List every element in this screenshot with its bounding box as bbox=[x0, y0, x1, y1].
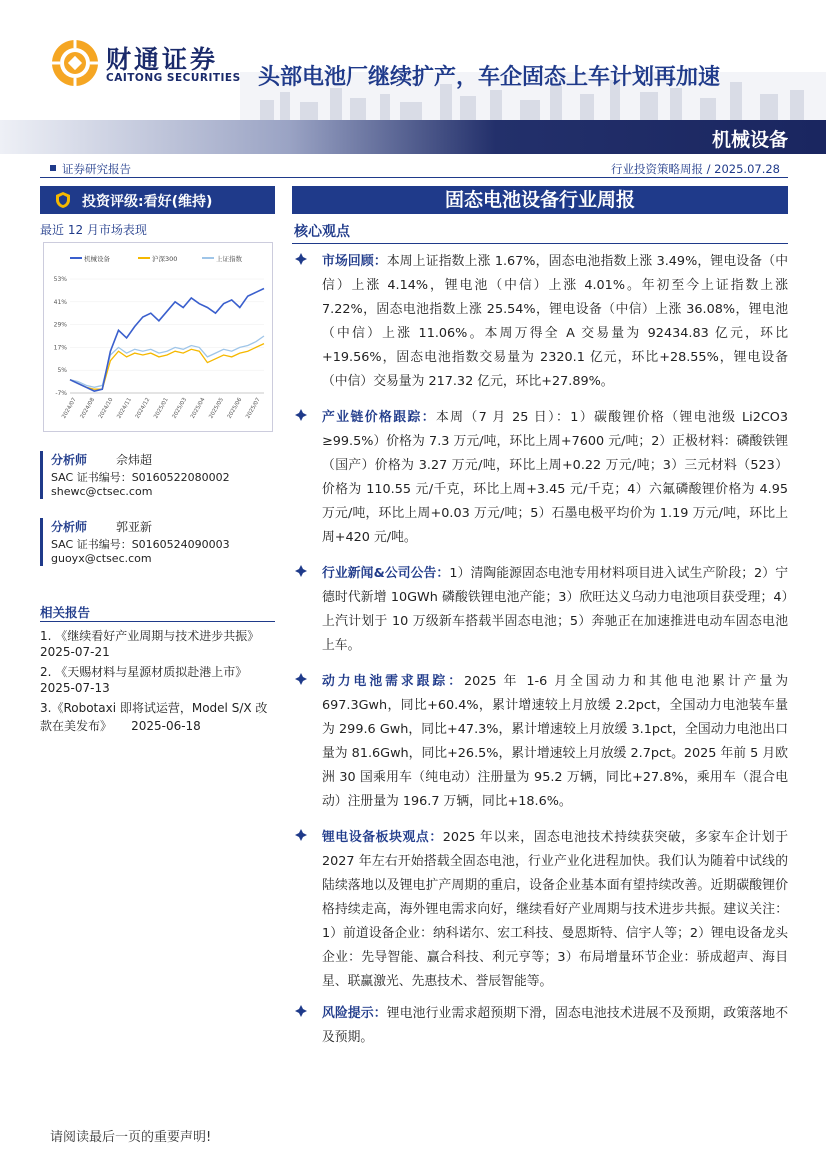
doc-type bbox=[50, 161, 131, 177]
performance-title: 最近 12 月市场表现 bbox=[40, 223, 147, 237]
diamond-bullet-icon bbox=[295, 829, 307, 841]
section-label: 产业链价格跟踪： bbox=[322, 410, 436, 425]
related-report-date: 2025-07-13 bbox=[40, 681, 110, 695]
brand-name-cn: 财通证券 bbox=[106, 45, 219, 74]
series-line bbox=[70, 344, 264, 390]
y-tick-label: -7% bbox=[55, 390, 67, 397]
analyst-cert: SAC 证书编号：S0160522080002 bbox=[51, 471, 230, 484]
x-tick-label: 2024/10 bbox=[97, 397, 115, 420]
diamond-bullet-icon bbox=[295, 1005, 307, 1017]
meta-row bbox=[40, 160, 788, 178]
section-label: 市场回顾： bbox=[322, 254, 387, 269]
square-bullet-icon bbox=[50, 165, 56, 171]
section-body bbox=[322, 826, 788, 994]
analyst-role: 分析师 bbox=[51, 520, 88, 534]
footer-disclaimer[interactable]: 请阅读最后一页的重要声明! bbox=[50, 1130, 212, 1145]
related-report-link[interactable]: 款在美发布》 2025-06-18 bbox=[40, 719, 201, 733]
core-views-title: 核心观点 bbox=[294, 224, 350, 240]
related-reports-rule bbox=[40, 621, 275, 622]
section-label: 锂电设备板块观点： bbox=[322, 830, 443, 845]
rating-text: 投资评级:看好(维持) bbox=[82, 194, 213, 210]
legend-label: 沪深300 bbox=[152, 255, 178, 263]
legend-label: 机械设备 bbox=[84, 255, 110, 263]
section-text: 锂电池行业需求超预期下滑，固态电池技术进展不及预期，政策落地不及预期。 bbox=[322, 1006, 789, 1045]
rating-bar bbox=[40, 186, 275, 214]
y-tick-label: 29% bbox=[53, 321, 67, 329]
y-tick-label: 5% bbox=[57, 367, 67, 375]
analyst-name: 佘炜超 bbox=[116, 453, 153, 467]
section-text: 2025 年 1-6 月全国动力和其他电池累计产量为 697.3Gwh，同比+60.4%，累计增速较上月放缓 2.2pct，全国动力电池装车量为 299.6 Gwh，同比+47.3%，累计增速较上月放缓 3.1pct，全国动力电池出口量为 81.6Gwh，同比+26.5%，累计增速较上月放缓 2.7pct。2025 年前 5 月欧洲 30 国乘用车（纯电动）注册量为 95.2 万辆，同比+27.8%，乘用车（混合电动）注册量为 196.7 万辆，同比+18.6%。 bbox=[322, 674, 789, 809]
caitong-logo-icon bbox=[50, 38, 100, 88]
x-tick-label: 2025/04 bbox=[189, 397, 207, 420]
analyst-email[interactable]: guoyx@ctsec.com bbox=[51, 552, 152, 565]
related-report-link[interactable]: 1. 《继续看好产业周期与技术进步共振》 bbox=[40, 629, 260, 643]
section-text: 1）清陶能源固态电池专用材料项目进入试生产阶段；2）宁德时代新增 10GWh 磷酸铁锂电池产能；3）欣旺达义乌动力电池项目获受理；4）上汽计划于 10 万级新车搭载半固态电池；5）奔驰正在加速推进电动车固态电池上车。 bbox=[322, 566, 788, 653]
related-reports-title: 相关报告 bbox=[40, 605, 91, 620]
x-tick-label: 2025/03 bbox=[171, 397, 189, 420]
report-header bbox=[0, 0, 826, 150]
legend-label: 上证指数 bbox=[216, 255, 242, 263]
analyst-accent-bar bbox=[40, 451, 43, 499]
section-industry-news bbox=[292, 562, 788, 653]
analyst-cert: SAC 证书编号：S0160524090003 bbox=[51, 538, 230, 551]
y-tick-label: 53% bbox=[53, 276, 67, 283]
section-body bbox=[322, 250, 788, 394]
shield-icon bbox=[54, 191, 72, 209]
series-line bbox=[70, 336, 264, 387]
diamond-bullet-icon bbox=[295, 253, 307, 265]
diamond-bullet-icon bbox=[295, 409, 307, 421]
y-tick-label: 17% bbox=[53, 344, 67, 352]
report-series-date: 行业投资策略周报 / 2025.07.28 bbox=[610, 162, 780, 176]
section-label: 动力电池需求跟踪： bbox=[322, 674, 464, 689]
analyst-name: 郭亚新 bbox=[116, 520, 153, 534]
doc-type-label: 证券研究报告 bbox=[62, 162, 131, 176]
section-label: 行业新闻&公司公告： bbox=[322, 566, 450, 581]
section-price-tracking bbox=[292, 406, 788, 545]
y-tick-label: 41% bbox=[53, 298, 67, 306]
analyst-card-1 bbox=[40, 451, 275, 499]
brand-name-en: CAITONG SECURITIES bbox=[106, 72, 241, 84]
section-equipment-view bbox=[292, 826, 789, 989]
report-title: 头部电池厂继续扩产，车企固态上车计划再加速 bbox=[258, 65, 721, 90]
market-performance-chart bbox=[43, 242, 273, 432]
x-tick-label: 2025/05 bbox=[208, 397, 225, 420]
x-tick-label: 2024/11 bbox=[116, 397, 133, 420]
section-body bbox=[322, 562, 788, 658]
performance-chart-svg bbox=[44, 243, 272, 431]
x-tick-label: 2025/06 bbox=[226, 397, 244, 420]
main-title-bar bbox=[292, 186, 788, 214]
section-label: 风险提示： bbox=[322, 1006, 387, 1021]
section-market-review bbox=[292, 250, 788, 389]
section-body bbox=[322, 1002, 788, 1050]
section-battery-demand bbox=[292, 670, 789, 809]
section-body bbox=[322, 670, 788, 814]
main-title: 固态电池设备行业周报 bbox=[444, 189, 635, 211]
x-tick-label: 2024/12 bbox=[134, 397, 152, 420]
x-tick-label: 2025/01 bbox=[153, 397, 170, 420]
analyst-card-2 bbox=[40, 518, 275, 566]
section-text: 本周（7 月 25 日）：1）碳酸锂价格（锂电池级 Li2CO3 ≥99.5%）价格为 7.3 万元/吨，环比上周+7600 元/吨；2）正极材料：磷酸铁锂（国产）价格为 3.27 万元/吨，环比上周+0.22 万元/吨；3）三元材料（523）价格为 110.55 元/千克，环比上周+3.45 元/千克；4）六氟磷酸锂价格为 4.95 万元/吨，环比上周+0.03 万元/吨；5）石墨电极平均价为 1.19 万元/吨，环比上周+420 元/吨。 bbox=[322, 410, 788, 545]
section-text: 2025 年以来，固态电池技术持续获突破，多家车企计划于 2027 年左右开始搭载全固态电池，行业产业化进程加快。我们认为随着中试线的陆续落地以及锂电扩产周期的重启，设备企业基本面有望持续改善。近期碳酸锂价格持续走高，海外锂电需求向好，继续看好产业周期与技术进步共振。建议关注：1）前道设备企业：纳科诺尔、宏工科技、曼恩斯特、信宇人等；2）锂电设备龙头企业：先导智能、赢合科技、利元亨等；3）布局增量环节企业：骄成超声、海目星、联赢激光、先惠技术、誉辰智能等。 bbox=[322, 830, 789, 989]
caitong-logo bbox=[50, 38, 250, 94]
related-report-link[interactable]: 3.《Robotaxi 即将试运营，Model S/X 改 bbox=[40, 701, 268, 715]
series-line bbox=[70, 289, 264, 392]
related-report-date: 2025-07-21 bbox=[40, 645, 110, 659]
analyst-accent-bar bbox=[40, 518, 43, 566]
x-tick-label: 2025/07 bbox=[245, 397, 262, 420]
x-tick-label: 2024/08 bbox=[79, 397, 97, 420]
section-risk-warning bbox=[292, 1002, 788, 1050]
diamond-bullet-icon bbox=[295, 673, 307, 685]
x-tick-label: 2024/07 bbox=[61, 397, 78, 420]
analyst-role: 分析师 bbox=[51, 453, 88, 467]
section-text: 本周上证指数上涨 1.67%，固态电池指数上涨 3.49%，锂电设备（中信）上涨 4.14%，锂电池（中信）上涨 4.01%。年初至今上证指数上涨 7.22%，固态电池指数上涨 25.54%，锂电设备（中信）上涨 36.08%，锂电池（中信）上涨 11.06%。本周万得全 A 交易量为 92434.83 亿元，环比+19.56%，固态电池指数交易量为 2320.1 亿元，环比+28.55%，锂电设备（中信）交易量为 217.32 亿元，环比+27.89%。 bbox=[322, 254, 788, 389]
sector-label: 机械设备 bbox=[711, 129, 788, 151]
related-report-link[interactable]: 2. 《天赐材料与星源材质拟赴港上市》 bbox=[40, 665, 248, 679]
section-body bbox=[322, 406, 788, 550]
sector-bar bbox=[0, 120, 826, 154]
analyst-email[interactable]: shewc@ctsec.com bbox=[51, 485, 153, 498]
diamond-bullet-icon bbox=[295, 565, 307, 577]
core-views-rule bbox=[292, 243, 788, 244]
